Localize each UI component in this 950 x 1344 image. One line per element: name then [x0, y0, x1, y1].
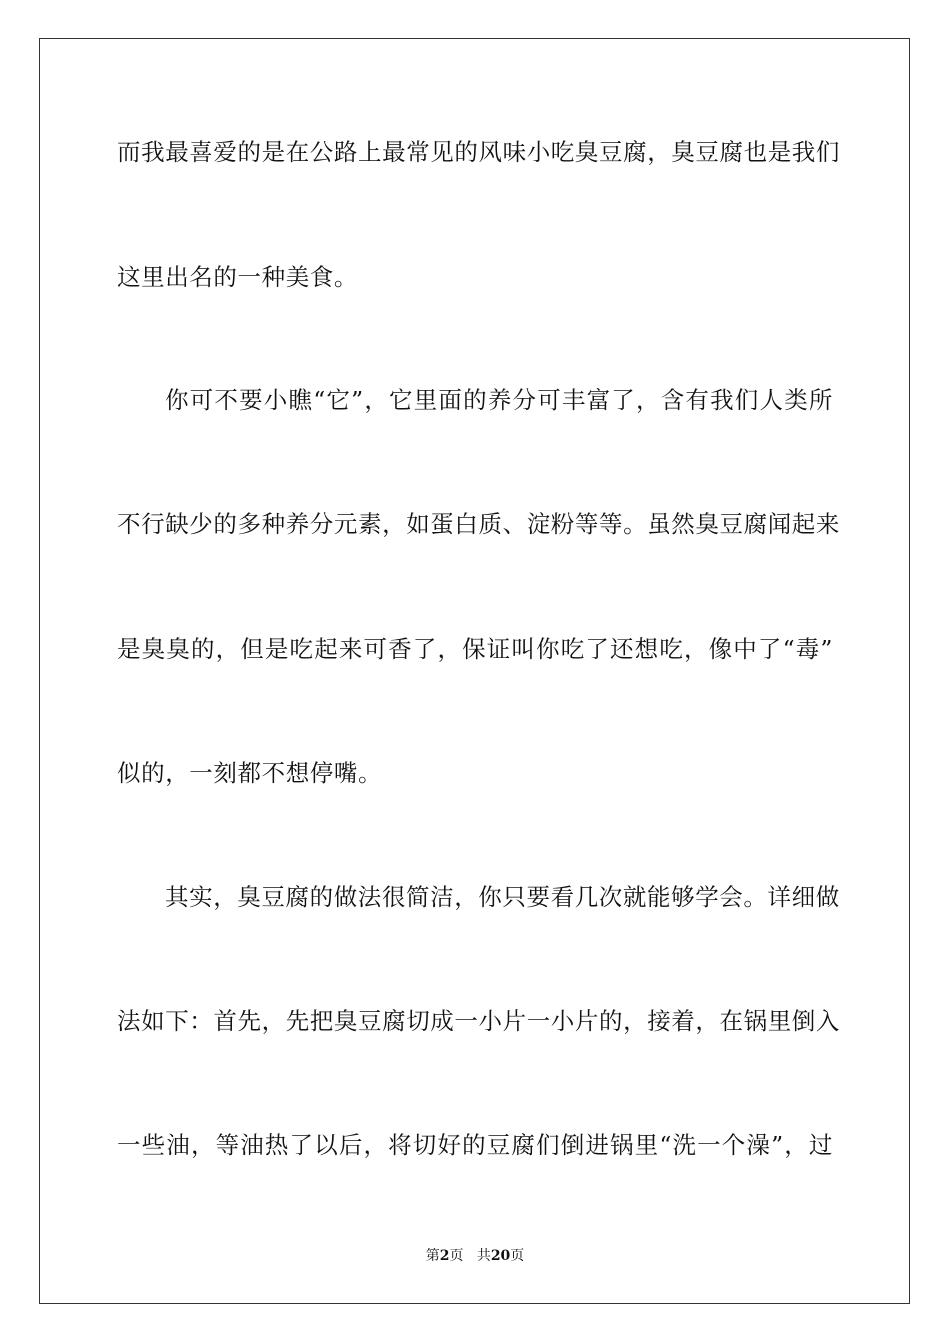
- text-line-2: 这里出名的一种美食。: [117, 263, 358, 291]
- text-line-9: 一些油，等油热了以后，将切好的豆腐们倒进锅里“洗一个澡”，过: [117, 1131, 833, 1159]
- footer-prefix: 第: [425, 1248, 440, 1264]
- footer-page-word: 页: [449, 1248, 464, 1264]
- text-line-7: 其实，臭豆腐的做法很简洁，你只要看几次就能够学会。详细做: [165, 883, 840, 911]
- footer-total-suffix: 页: [510, 1248, 525, 1264]
- text-line-6: 似的，一刻都不想停嘴。: [117, 759, 383, 787]
- footer-total-pages: 20: [490, 1248, 511, 1264]
- page-footer: [0, 1246, 950, 1266]
- text-line-3: 你可不要小瞧“它”，它里面的养分可丰富了，含有我们人类所: [165, 386, 833, 414]
- page-border: [39, 38, 910, 1304]
- footer-total-prefix: 共: [476, 1248, 491, 1264]
- text-line-5: 是臭臭的，但是吃起来可香了，保证叫你吃了还想吃，像中了“毒”: [117, 635, 833, 663]
- text-line-4: 不行缺少的多种养分元素，如蛋白质、淀粉等等。虽然臭豆腐闻起来: [117, 510, 840, 538]
- footer-current-page: 2: [439, 1248, 450, 1264]
- text-line-1: 而我最喜爱的是在公路上最常见的风味小吃臭豆腐，臭豆腐也是我们: [117, 138, 840, 166]
- text-line-8: 法如下：首先，先把臭豆腐切成一小片一小片的，接着，在锅里倒入: [117, 1007, 840, 1035]
